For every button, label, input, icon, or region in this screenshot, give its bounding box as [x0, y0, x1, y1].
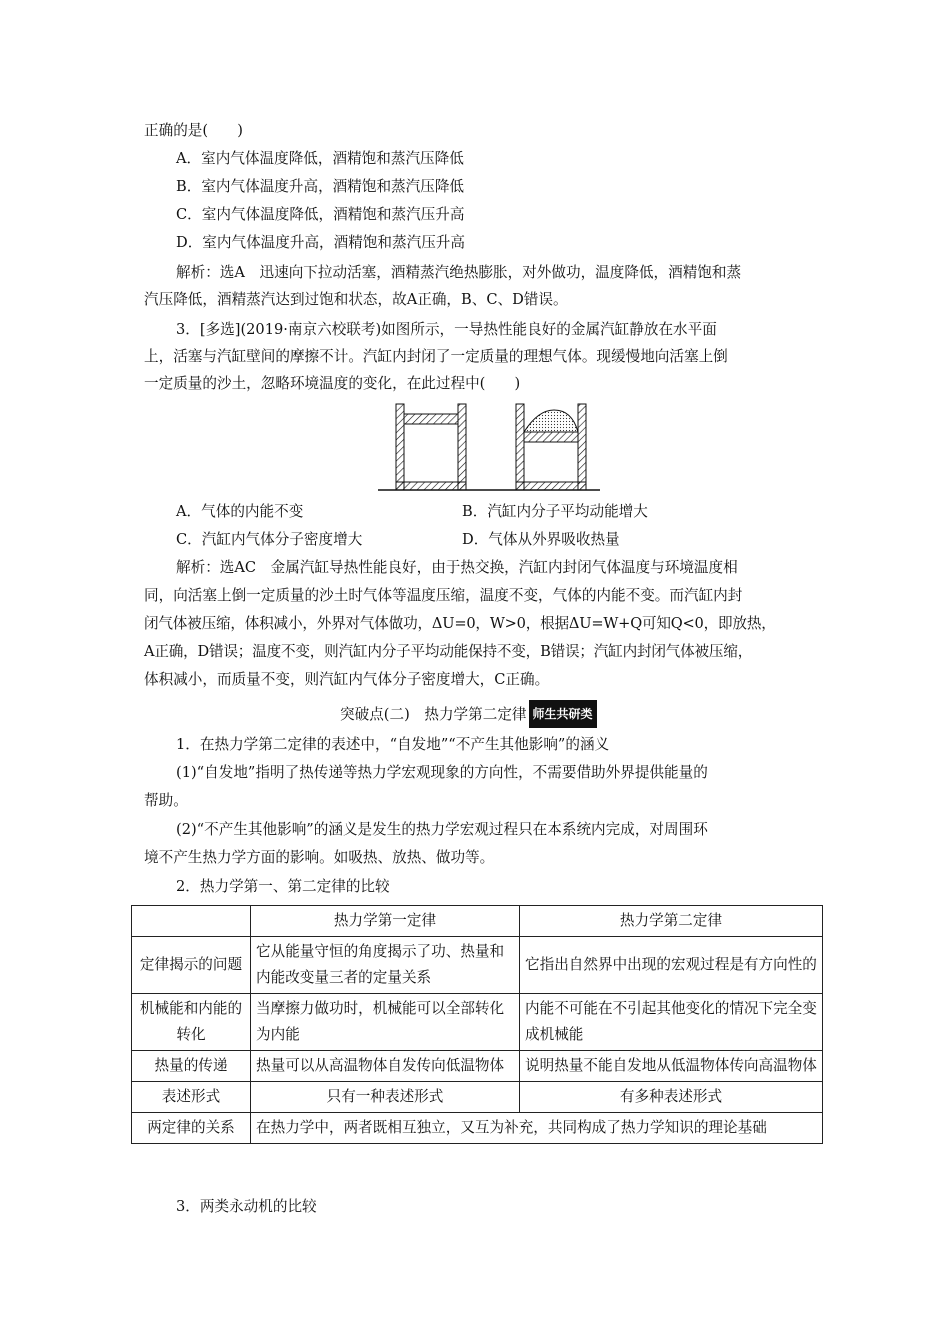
table-cell: 在热力学中，两者既相互独立，又互为补充，共同构成了热力学知识的理论基础 [251, 1113, 823, 1144]
piston-compressed [524, 432, 578, 442]
sand-pile [524, 410, 578, 432]
cylinder-figure [376, 396, 602, 498]
q2-option-b: B．室内气体温度升高，酒精饱和蒸汽压降低 [176, 178, 465, 195]
table-header-cell: 热力学第一定律 [251, 906, 520, 937]
q3-analysis-line-4: A正确，D错误；温度不变，则汽缸内分子平均动能保持不变，B错误；汽缸内封闭气体被压缩， [144, 643, 753, 660]
table-cell: 两定律的关系 [132, 1113, 251, 1144]
piston-initial [404, 414, 458, 424]
table-cell: 说明热量不能自发地从低温物体传向高温物体 [520, 1051, 823, 1082]
table-header-cell [132, 906, 251, 937]
table-row [132, 994, 823, 1051]
table-cell: 表述形式 [132, 1082, 251, 1113]
q2-analysis-line-2: 汽压降低，酒精蒸汽达到过饱和状态，故A正确，B、C、D错误。 [144, 291, 568, 308]
q3-stem-line-1: 3．[多选](2019·南京六校联考)如图所示，一导热性能良好的金属汽缸静放在水平面 [176, 321, 717, 338]
table-cell: 热量可以从高温物体自发传向低温物体 [251, 1051, 520, 1082]
point-3: 3．两类永动机的比较 [176, 1198, 317, 1215]
section-heading [340, 700, 597, 728]
table-row [132, 937, 823, 994]
point-1a-line-1: (1)“自发地”指明了热传递等热力学宏观现象的方向性，不需要借助外界提供能量的 [176, 764, 708, 781]
table-row [132, 1051, 823, 1082]
q3-stem-line-3: 一定质量的沙土，忽略环境温度的变化，在此过程中( ) [144, 375, 521, 392]
table-cell: 热量的传递 [132, 1051, 251, 1082]
q2-analysis-line-1: 解析：选A 迅速向下拉动活塞，酒精蒸汽绝热膨胀，对外做功，温度降低，酒精饱和蒸 [176, 264, 742, 281]
q2-option-c: C．室内气体温度降低，酒精饱和蒸汽压升高 [176, 206, 465, 223]
q3-analysis-line-1: 解析：选AC 金属汽缸导热性能良好，由于热交换，汽缸内封闭气体温度与环境温度相 [176, 559, 738, 576]
table-row [132, 1113, 823, 1144]
cylinder-initial [396, 404, 466, 490]
q2-option-a: A．室内气体温度降低，酒精饱和蒸汽压降低 [176, 150, 464, 167]
point-1: 1．在热力学第二定律的表述中，“自发地”“不产生其他影响”的涵义 [176, 736, 610, 753]
point-1b-line-2: 境不产生热力学方面的影响。如吸热、放热、做功等。 [144, 849, 495, 866]
q3-option-b: B．汽缸内分子平均动能增大 [462, 503, 648, 520]
point-2: 2．热力学第一、第二定律的比较 [176, 878, 390, 895]
q3-option-a: A．气体的内能不变 [176, 503, 304, 520]
table-cell: 内能不可能在不引起其他变化的情况下完全变成机械能 [520, 994, 823, 1051]
table-row [132, 1082, 823, 1113]
q3-analysis-line-2: 同，向活塞上倒一定质量的沙土时气体等温度压缩，温度不变，气体的内能不变。而汽缸内封 [144, 587, 743, 604]
point-1b-line-1: (2)“不产生其他影响”的涵义是发生的热力学宏观过程只在本系统内完成，对周围环 [176, 821, 708, 838]
cylinder-compressed [516, 404, 586, 490]
comparison-table [131, 905, 823, 1144]
point-1a-line-2: 帮助。 [144, 792, 188, 809]
q3-option-c: C．汽缸内气体分子密度增大 [176, 531, 363, 548]
table-cell: 它从能量守恒的角度揭示了功、热量和内能改变量三者的定量关系 [251, 937, 520, 994]
q3-analysis-line-5: 体积减小，而质量不变，则汽缸内气体分子密度增大，C正确。 [144, 671, 550, 688]
table-cell: 它指出自然界中出现的宏观过程是有方向性的 [520, 937, 823, 994]
table-cell: 定律揭示的问题 [132, 937, 251, 994]
section-badge: 师生共研类 [529, 700, 597, 728]
section-title: 突破点(二) 热力学第二定律 [340, 706, 527, 723]
table-cell: 有多种表述形式 [520, 1082, 823, 1113]
q2-option-d: D．室内气体温度升高，酒精饱和蒸汽压升高 [176, 234, 465, 251]
table-header-row [132, 906, 823, 937]
table-header-cell: 热力学第二定律 [520, 906, 823, 937]
table-cell: 机械能和内能的转化 [132, 994, 251, 1051]
q3-option-d: D．气体从外界吸收热量 [462, 531, 620, 548]
q3-analysis-line-3: 闭气体被压缩，体积减小，外界对气体做功，ΔU=0，W>0，根据ΔU=W+Q可知Q<0，即放热， [144, 615, 776, 632]
table-cell: 只有一种表述形式 [251, 1082, 520, 1113]
q3-stem-line-2: 上，活塞与汽缸壁间的摩擦不计。汽缸内封闭了一定质量的理想气体。现缓慢地向活塞上倒 [144, 348, 728, 365]
table-cell: 当摩擦力做功时，机械能可以全部转化为内能 [251, 994, 520, 1051]
q2-stem-end: 正确的是( ) [144, 122, 243, 139]
